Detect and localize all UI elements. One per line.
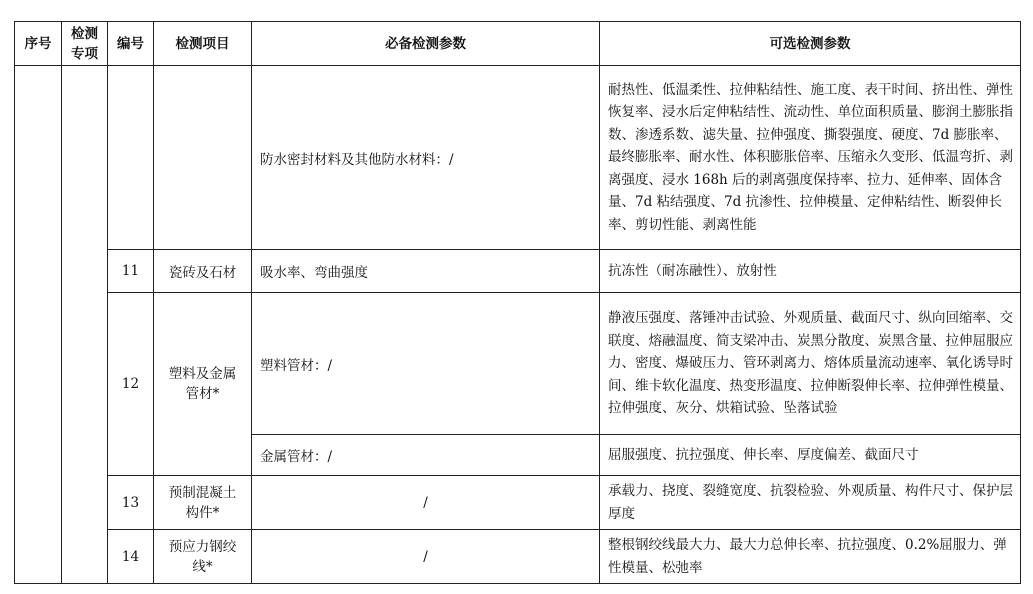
parameter-table <box>14 21 1021 584</box>
optional-cell: 屈服强度、抗拉强度、伸长率、厚度偏差、截面尺寸 <box>600 435 1021 476</box>
required-cell: 吸水率、弯曲强度 <box>252 250 600 293</box>
item-text: 预应力钢绞 线* <box>168 538 237 575</box>
table-row <box>15 293 1021 435</box>
item-cell <box>154 66 252 250</box>
number-cell: 11 <box>108 250 154 293</box>
optional-cell: 整根钢绞线最大力、最大力总伸长率、抗拉强度、0.2%屈服力、弹性模量、松弛率 <box>600 530 1021 584</box>
table-row <box>15 530 1021 584</box>
number-cell: 13 <box>108 476 154 530</box>
number-cell <box>108 66 154 250</box>
header-number: 编号 <box>108 22 154 66</box>
item-cell <box>154 530 252 584</box>
header-optional: 可选检测参数 <box>600 22 1021 66</box>
item-cell: 瓷砖及石材 <box>154 250 252 293</box>
required-cell: 防水密封材料及其他防水材料：/ <box>252 66 600 250</box>
header-required: 必备检测参数 <box>252 22 600 66</box>
item-cell <box>154 476 252 530</box>
optional-cell: 抗冻性（耐冻融性）、放射性 <box>600 250 1021 293</box>
required-cell: / <box>252 530 600 584</box>
table-row <box>15 66 1021 250</box>
item-cell <box>154 293 252 476</box>
header-category <box>62 22 108 66</box>
table-row <box>15 250 1021 293</box>
required-cell: / <box>252 476 600 530</box>
seq-cell <box>15 66 62 584</box>
table-row <box>15 476 1021 530</box>
optional-cell: 静液压强度、落锤冲击试验、外观质量、截面尺寸、纵向回缩率、交联度、熔融温度、简支梁冲击、炭黑分散度、炭黑含量、拉伸屈服应力、密度、爆破压力、管环剥离力、熔体质量流动速率、氧化诱导时间、维卡软化温度、热变形温度、拉伸断裂伸长率、拉伸弹性模量、拉伸强度、灰分、烘箱试验、坠落试验 <box>600 293 1021 435</box>
header-category-text: 检测 专项 <box>71 25 98 62</box>
header-seq: 序号 <box>15 22 62 66</box>
item-text: 塑料及金属 管材* <box>168 366 237 402</box>
optional-cell: 承载力、挠度、裂缝宽度、抗裂检验、外观质量、构件尺寸、保护层厚度 <box>600 476 1021 530</box>
header-row <box>15 22 1021 66</box>
required-cell: 塑料管材：/ <box>252 293 600 435</box>
header-item: 检测项目 <box>154 22 252 66</box>
number-cell: 12 <box>108 293 154 476</box>
optional-cell: 耐热性、低温柔性、拉伸粘结性、施工度、表干时间、挤出性、弹性恢复率、浸水后定伸粘结性、流动性、单位面积质量、膨润土膨胀指数、渗透系数、滤失量、拉伸强度、撕裂强度、硬度、7d 膨胀率、最终膨胀率、耐水性、体积膨胀倍率、压缩永久变形、低温弯折、剥离强度、浸水 168h 后的剥离强度保持率、拉力、延伸率、固体含量、7d 粘结强度、7d 抗渗性、拉伸模量、定伸粘结性、断裂伸长率、剪切性能、剥离性能 <box>600 66 1021 250</box>
required-cell: 金属管材：/ <box>252 435 600 476</box>
category-cell <box>62 66 108 584</box>
item-text: 预制混凝土 构件* <box>168 484 237 521</box>
number-cell: 14 <box>108 530 154 584</box>
